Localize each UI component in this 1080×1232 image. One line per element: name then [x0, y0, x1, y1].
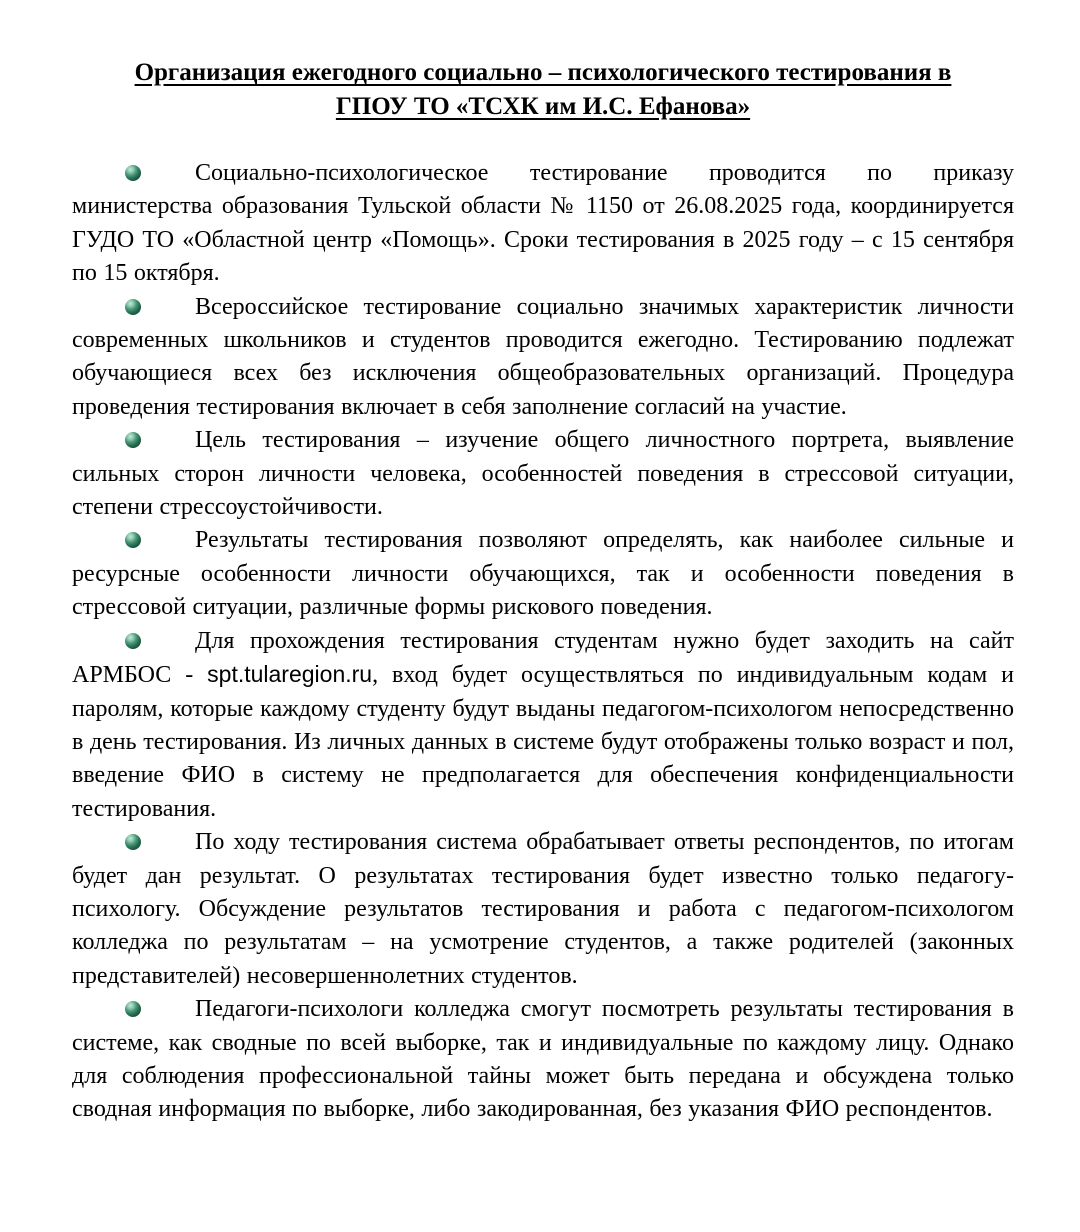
paragraph-text: Всероссийское тестирование социально значимых характеристик личности современных школьников и студентов проводится ежегодно. Тестированию подлежат обучающиеся всех без исключения общеобразовательных организаций. Процедура проведения тестирования включает в себя заполнение согласий на участие.: [72, 293, 1014, 420]
title-line-1: Организация ежегодного социально – психологического тестирования в: [134, 59, 952, 86]
paragraph: [72, 993, 1014, 1127]
sphere-bullet-icon: [125, 299, 141, 315]
sphere-bullet-icon: [125, 834, 141, 850]
paragraph: [72, 826, 1014, 993]
paragraph-text: Педагоги-психологи колледжа смогут посмотреть результаты тестирования в системе, как сводные по всей выборке, так и индивидуальные по каждому лицу. Однако для соблюдения профессиональной тайны может быть передана и обсуждена только сводная информация по выборке, либо закодированная, без указания ФИО респондентов.: [72, 996, 1014, 1123]
site-url-text: spt.tularegion.ru: [207, 661, 373, 688]
paragraph-text: , вход будет осуществляться по индивидуальным кодам и паролям, которые каждому студенту будут выданы педагогом-психологом непосредственно в день тестирования. Из личных данных в системе будут отображены только возраст и пол, введение ФИО в систему не предполагается для обеспечения конфиденциальности тестирования.: [72, 662, 1014, 822]
paragraph: [72, 424, 1014, 524]
paragraph-text: Результаты тестирования позволяют определять, как наиболее сильные и ресурсные особенности личности обучающихся, так и особенности поведения в стрессовой ситуации, различные формы рискового поведения.: [72, 527, 1014, 621]
sphere-bullet-icon: [125, 633, 141, 649]
title-line-2: ГПОУ ТО «ТСХК им И.С. Ефанова»: [335, 93, 751, 120]
sphere-bullet-icon: [125, 532, 141, 548]
paragraph-text: Цель тестирования – изучение общего личностного портрета, выявление сильных сторон личности человека, особенностей поведения в стрессовой ситуации, степени стрессоустойчивости.: [72, 427, 1014, 521]
page-title: [82, 56, 1004, 124]
paragraph: [72, 625, 1014, 826]
paragraph-text: Для прохождения тестирования студентам нужно будет заходить на сайт АРМБОС -: [72, 627, 1014, 689]
paragraph: [72, 157, 1014, 291]
paragraph-text: По ходу тестирования система обрабатывает ответы респондентов, по итогам будет дан результат. О результатах тестирования будет известно только педагогу-психологу. Обсуждение результатов тестирования и работа с педагогом-психологом колледжа по результатам – на усмотрение студентов, а также родителей (законных представителей) несовершеннолетних студентов.: [72, 829, 1014, 989]
sphere-bullet-icon: [125, 165, 141, 181]
sphere-bullet-icon: [125, 1001, 141, 1017]
paragraph-text: Социально-психологическое тестирование проводится по приказу министерства образования Тульской области № 1150 от 26.08.2025 года, координируется ГУДО ТО «Областной центр «Помощь». Сроки тестирования в 2025 году – с 15 сентября по 15 октября.: [72, 160, 1014, 287]
paragraph: [72, 291, 1014, 425]
sphere-bullet-icon: [125, 432, 141, 448]
paragraph: [72, 524, 1014, 624]
